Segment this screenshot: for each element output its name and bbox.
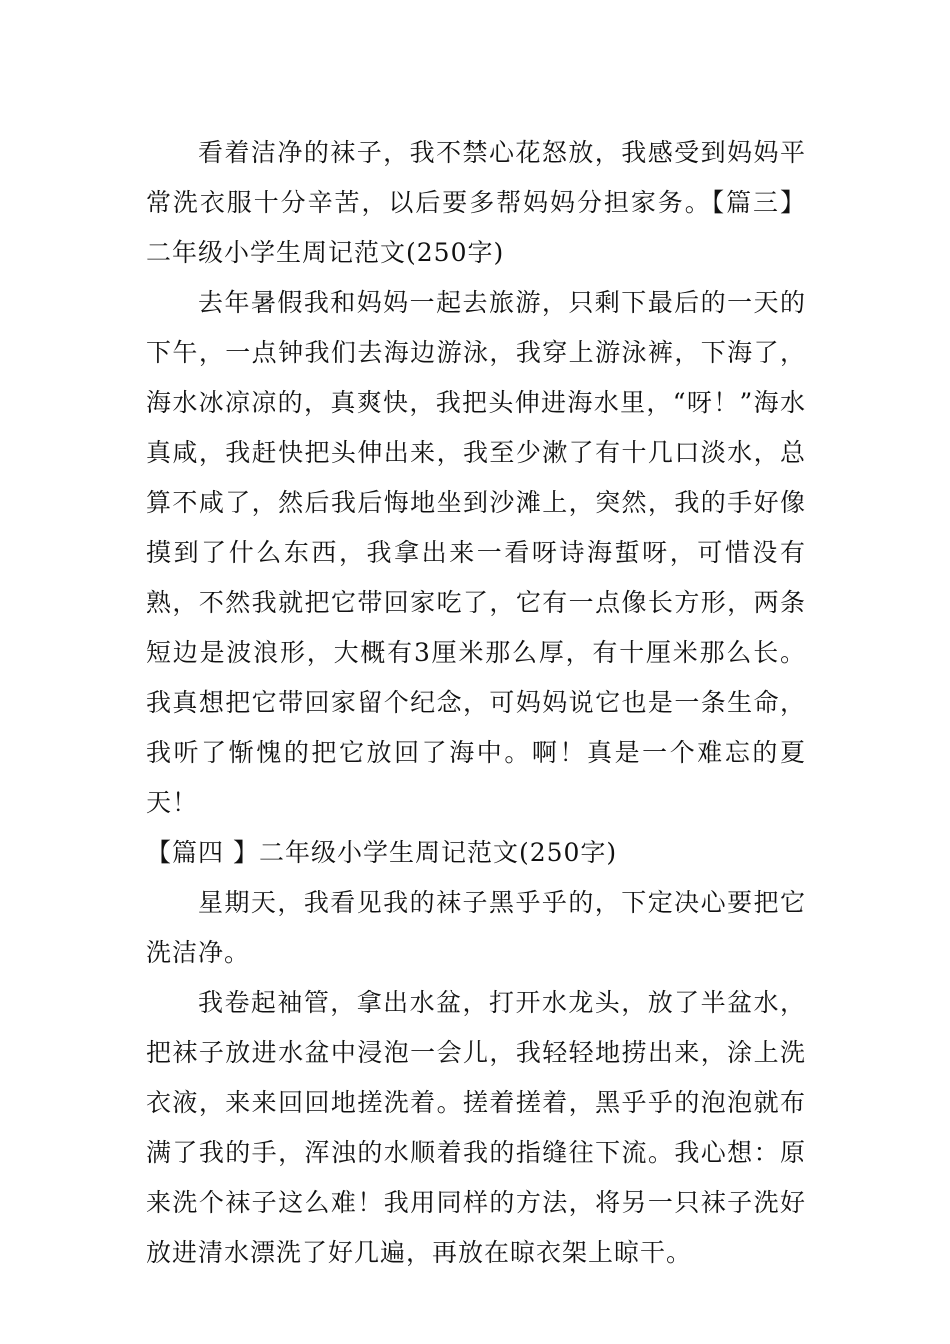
document-page bbox=[146, 128, 806, 1278]
paragraph-2: 去年暑假我和妈妈一起去旅游，只剩下最后的一天的下午，一点钟我们去海边游泳，我穿上游泳裤，下海了，海水冰凉凉的，真爽快，我把头伸进海水里，“呀！”海水真咸，我赶快把头伸出来，我至少漱了有十几口淡水，总算不咸了，然后我后悔地坐到沙滩上，突然，我的手好像摸到了什么东西，我拿出来一看呀诗海蜇呀，可惜没有熟，不然我就把它带回家吃了，它有一点像长方形，两条短边是波浪形，大概有3厘米那么厚，有十厘米那么长。我真想把它带回家留个纪念，可妈妈说它也是一条生命，我听了惭愧的把它放回了海中。啊！真是一个难忘的夏天！ bbox=[146, 288, 806, 817]
section-heading-4: 【篇四 】二年级小学生周记范文(250字) bbox=[146, 838, 618, 867]
paragraph-3: 星期天，我看见我的袜子黑乎乎的，下定决心要把它洗洁净。 bbox=[146, 888, 806, 967]
paragraph-4: 我卷起袖管，拿出水盆，打开水龙头，放了半盆水，把袜子放进水盆中浸泡一会儿，我轻轻地捞出来，涂上洗衣液，来来回回地搓洗着。搓着搓着，黑乎乎的泡泡就布满了我的手，浑浊的水顺着我的指缝往下流。我心想：原来洗个袜子这么难！我用同样的方法，将另一只袜子洗好放进清水漂洗了好几遍，再放在晾衣架上晾干。 bbox=[146, 988, 806, 1267]
paragraph-1: 看着洁净的袜子，我不禁心花怒放，我感受到妈妈平常洗衣服十分辛苦，以后要多帮妈妈分担家务。【篇三】二年级小学生周记范文(250字) bbox=[146, 138, 806, 267]
